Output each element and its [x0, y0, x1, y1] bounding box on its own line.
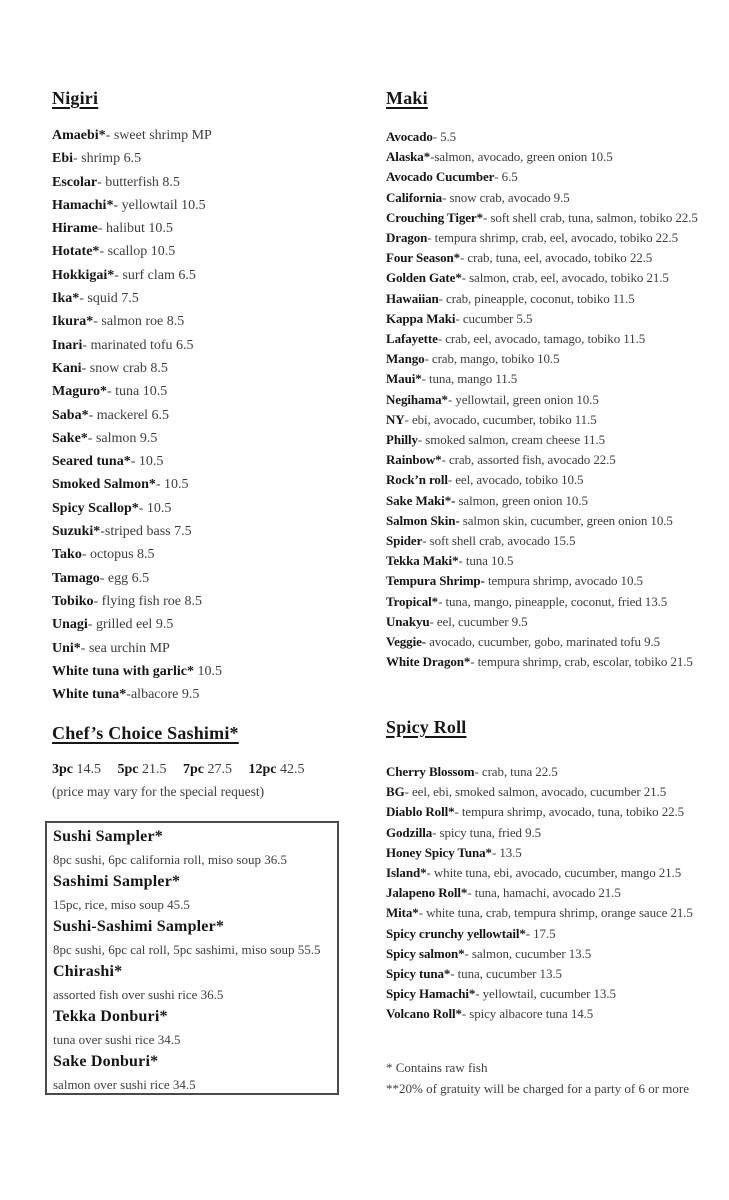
menu-item-name: Spicy Scallop* [52, 500, 139, 516]
sampler-item [53, 1051, 331, 1096]
menu-item-name: Cherry Blossom [386, 764, 475, 779]
menu-item [386, 410, 698, 430]
menu-item-desc: tempura shrimp, avocado 10.5 [484, 573, 643, 589]
menu-item-name: Sake* [52, 430, 88, 446]
sampler-item-list [53, 826, 331, 1096]
menu-item-name: Philly [386, 432, 418, 448]
menu-item-desc: - tuna, cucumber 13.5 [450, 966, 562, 982]
menu-item-name: Kani [52, 360, 82, 376]
menu-item-desc: - salmon roe 8.5 [93, 314, 185, 330]
menu-item [386, 511, 698, 531]
menu-item-name: Hotate* [52, 244, 100, 260]
menu-item-name: Godzilla [386, 824, 433, 840]
menu-item-desc: - eel, cucumber 9.5 [429, 613, 528, 629]
menu-item-name: Hawaiian [386, 290, 439, 306]
menu-item-name: Tempura Shrimp- [386, 573, 485, 589]
menu-item-desc: - crab, tuna 22.5 [474, 764, 558, 779]
menu-item [386, 823, 693, 843]
menu-item-desc: - eel, ebi, smoked salmon, avocado, cucumber 21.5 [404, 784, 667, 800]
footnote-gratuity: **20% of gratuity will be charged for a party of 6 or more [386, 1081, 689, 1096]
menu-item [52, 637, 222, 660]
menu-item-desc: - shrimp 6.5 [73, 151, 142, 167]
footnote-raw-fish: * Contains raw fish [386, 1060, 488, 1075]
menu-item [52, 334, 222, 357]
menu-item-name: Tamago [52, 570, 100, 586]
menu-item [386, 268, 698, 288]
menu-item-desc: - crab, pineapple, coconut, tobiko 11.5 [438, 290, 635, 306]
sampler-item-desc: salmon over sushi rice 34.5 [53, 1076, 196, 1092]
piece-count-label: 7pc [183, 762, 204, 777]
menu-item [386, 782, 693, 802]
menu-item-name: Salmon Skin- [386, 512, 460, 528]
menu-item-name: Hamachi* [52, 197, 114, 213]
menu-item-desc: - 10.5 [130, 454, 164, 470]
menu-item [52, 543, 222, 566]
spicy-roll-item-list [386, 762, 693, 1025]
menu-item-desc: - 6.5 [494, 169, 518, 185]
menu-item-name: Unakyu [386, 613, 430, 629]
menu-item-desc: - spicy albacore tuna 14.5 [461, 1006, 594, 1022]
menu-item-desc: - scallop 10.5 [99, 244, 176, 260]
menu-item [386, 883, 693, 903]
menu-item-name: Golden Gate* [386, 270, 462, 286]
menu-item [386, 188, 698, 208]
menu-item [386, 944, 693, 964]
menu-item-name: White tuna with garlic* [52, 663, 194, 679]
menu-item-name: Hokkigai* [52, 267, 115, 283]
menu-item-name: Smoked Salmon* [52, 477, 156, 493]
menu-item-desc: - sweet shrimp MP [105, 128, 212, 143]
menu-item [386, 329, 698, 349]
sampler-item [53, 871, 331, 916]
menu-item-desc: - tuna, mango 11.5 [421, 371, 518, 387]
sampler-item [53, 961, 331, 1006]
menu-item-name: Spicy tuna* [386, 966, 451, 982]
menu-item-desc: - tuna 10.5 [458, 553, 514, 569]
menu-item [52, 613, 222, 636]
menu-item-name: Lafayette [386, 331, 438, 347]
menu-item-name: NY [386, 411, 405, 427]
menu-item-name: Ikura* [52, 314, 94, 330]
menu-item-name: Mita* [386, 905, 419, 921]
menu-item-name: Avocado [386, 129, 433, 144]
menu-item [52, 287, 222, 310]
menu-item-desc: -striped bass 7.5 [100, 524, 192, 540]
chefs-choice-price-line [52, 762, 318, 778]
menu-item-desc: 10.5 [193, 663, 222, 679]
menu-item [52, 660, 222, 683]
sampler-item-title: Sushi-Sashimi Sampler* [53, 918, 225, 935]
menu-item [386, 924, 693, 944]
sampler-item-title: Sashimi Sampler* [53, 873, 181, 890]
menu-item-desc: - salmon, crab, eel, avocado, tobiko 21.5 [461, 270, 669, 286]
nigiri-section-heading: Nigiri [52, 88, 99, 108]
menu-item-desc: - yellowtail, green onion 10.5 [447, 391, 599, 407]
spicy-roll-section-heading: Spicy Roll [386, 717, 467, 737]
menu-item-desc: - white tuna, crab, tempura shrimp, orange sauce 21.5 [418, 905, 693, 921]
chefs-choice-section-heading: Chef’s Choice Sashimi* [52, 723, 239, 743]
menu-item-desc: - octopus 8.5 [81, 547, 155, 563]
price-pair [52, 762, 101, 777]
menu-item [386, 127, 698, 147]
piece-count-label: 3pc [52, 762, 73, 777]
sampler-item-desc: tuna over sushi rice 34.5 [53, 1031, 181, 1047]
menu-item-desc: - tuna 10.5 [106, 384, 168, 400]
menu-item-name: BG [386, 784, 405, 800]
menu-item [386, 571, 698, 591]
menu-item-desc: - tempura shrimp, crab, eel, avocado, tobiko 22.5 [427, 230, 678, 246]
menu-item [386, 470, 698, 490]
menu-item [386, 349, 698, 369]
menu-item-name: Negihama* [386, 391, 448, 407]
menu-item-name: Volcano Roll* [386, 1006, 462, 1022]
menu-item-name: Four Season* [386, 250, 461, 266]
menu-item-name: Saba* [52, 407, 89, 423]
menu-item-desc: - eel, avocado, tobiko 10.5 [447, 472, 584, 488]
menu-item-desc: - snow crab, avocado 9.5 [442, 189, 570, 205]
menu-item-desc: -salmon, avocado, green onion 10.5 [430, 149, 613, 165]
menu-item-desc: - soft shell crab, tuna, salmon, tobiko 22.5 [483, 209, 698, 225]
menu-item-desc: - soft shell crab, avocado 15.5 [422, 533, 576, 549]
menu-item-name: Ebi [52, 151, 74, 167]
menu-item-name: California [386, 189, 443, 205]
menu-item-name: Spider [386, 533, 423, 549]
menu-item-desc: - 17.5 [525, 925, 556, 941]
menu-item [52, 450, 222, 473]
menu-item-desc: salmon, green onion 10.5 [455, 492, 588, 508]
menu-item-name: Avocado Cucumber [386, 169, 495, 185]
menu-item [52, 124, 222, 147]
menu-item-desc: - 5.5 [432, 129, 457, 144]
menu-item [386, 984, 693, 1004]
piece-price: 27.5 [207, 762, 232, 777]
menu-item-desc: - snow crab 8.5 [81, 360, 168, 376]
menu-item-desc: - marinated tofu 6.5 [82, 337, 194, 353]
menu-item-name: Crouching Tiger* [386, 209, 483, 225]
nigiri-item-list [52, 124, 222, 706]
menu-item [386, 762, 693, 782]
menu-item-desc: - crab, eel, avocado, tamago, tobiko 11.5 [437, 331, 646, 347]
menu-item-name: Alaska* [386, 149, 431, 165]
menu-item [52, 147, 222, 170]
menu-item [386, 369, 698, 389]
maki-item-list [386, 127, 698, 672]
menu-item-desc: - tuna, hamachi, avocado 21.5 [467, 885, 621, 901]
menu-item-desc: - crab, assorted fish, avocado 22.5 [441, 452, 616, 468]
menu-item-name: White tuna* [52, 687, 127, 703]
menu-item [386, 592, 698, 612]
menu-item [386, 632, 698, 652]
piece-count-label: 5pc [117, 762, 139, 777]
menu-item-name: Rainbow* [386, 452, 442, 468]
menu-item [386, 309, 698, 329]
menu-item-desc: - egg 6.5 [99, 570, 150, 586]
menu-item-name: Mango [386, 351, 425, 367]
menu-item [52, 310, 222, 333]
menu-item-desc: salmon skin, cucumber, green onion 10.5 [459, 512, 673, 528]
piece-count-label: 12pc [248, 762, 277, 777]
menu-item-desc: - tempura shrimp, crab, escolar, tobiko 21.5 [470, 654, 693, 670]
sampler-item-title: Sake Donburi* [53, 1053, 159, 1070]
menu-item [52, 357, 222, 380]
menu-item-name: Ika* [52, 291, 80, 307]
menu-item [52, 171, 222, 194]
menu-item [386, 964, 693, 984]
menu-item [386, 147, 698, 167]
menu-item-desc: - surf clam 6.5 [114, 267, 196, 283]
menu-item-desc: - yellowtail 10.5 [113, 197, 206, 213]
menu-item [52, 473, 222, 496]
menu-item-desc: - smoked salmon, cream cheese 11.5 [417, 432, 606, 448]
menu-item-name: Spicy crunchy yellowtail* [386, 925, 526, 941]
menu-item-desc: - white tuna, ebi, avocado, cucumber, mango 21.5 [426, 865, 682, 881]
menu-item [386, 390, 698, 410]
menu-item-name: Kappa Maki [386, 310, 456, 326]
menu-item [386, 208, 698, 228]
menu-item-name: Inari [52, 337, 83, 353]
menu-item [52, 240, 222, 263]
menu-item-name: Rock’n roll [386, 472, 448, 488]
menu-item-name: Sake Maki*- [386, 492, 456, 508]
menu-item-name: Uni* [52, 640, 81, 656]
menu-item-desc: - yellowtail, cucumber 13.5 [475, 986, 616, 1002]
price-pair [118, 762, 167, 777]
menu-item [52, 683, 222, 706]
menu-item-name: White Dragon* [386, 654, 471, 670]
menu-item [386, 903, 693, 923]
menu-item [386, 289, 698, 309]
menu-item [52, 497, 222, 520]
menu-item-desc: - ebi, avocado, cucumber, tobiko 11.5 [404, 411, 597, 427]
sampler-item [53, 826, 331, 871]
menu-item [386, 450, 698, 470]
menu-item-name: Maui* [386, 371, 422, 387]
menu-item-desc: - cucumber 5.5 [455, 310, 533, 326]
menu-item [52, 264, 222, 287]
menu-item [386, 248, 698, 268]
menu-item [386, 167, 698, 187]
sampler-item-title: Chirashi* [53, 963, 123, 980]
menu-item [52, 194, 222, 217]
menu-item-desc: - salmon 9.5 [87, 430, 158, 446]
menu-item [52, 217, 222, 240]
menu-item-name: Maguro* [52, 384, 107, 400]
menu-item-desc: - mackerel 6.5 [88, 407, 170, 423]
footnotes [386, 1057, 689, 1099]
menu-item [52, 590, 222, 613]
menu-item [52, 567, 222, 590]
menu-item [386, 802, 693, 822]
menu-item-desc: - 10.5 [138, 500, 172, 516]
menu-item [386, 551, 698, 571]
menu-item-desc: - tuna, mango, pineapple, coconut, fried 13.5 [438, 593, 668, 609]
menu-item-name: Dragon [386, 230, 428, 246]
sampler-item-desc: 8pc sushi, 6pc california roll, miso soup 36.5 [53, 851, 287, 867]
maki-section-heading: Maki [386, 88, 428, 108]
menu-item-name: Honey Spicy Tuna* [386, 844, 492, 860]
menu-item-desc: avocado, cucumber, gobo, marinated tofu 9.5 [425, 634, 661, 650]
menu-item-name: Spicy salmon* [386, 945, 465, 961]
piece-price: 21.5 [142, 762, 167, 777]
piece-price: 42.5 [280, 762, 305, 777]
menu-item [52, 404, 222, 427]
menu-item [386, 1004, 693, 1024]
menu-item-name: Tropical* [386, 593, 439, 609]
menu-item-name: Diablo Roll* [386, 804, 455, 820]
menu-item [386, 228, 698, 248]
price-pair [183, 762, 232, 777]
menu-item-desc: -albacore 9.5 [126, 687, 200, 703]
menu-item-name: Escolar [52, 174, 98, 190]
menu-item-name: Veggie- [386, 634, 426, 650]
sampler-item-desc: assorted fish over sushi rice 36.5 [53, 986, 224, 1002]
menu-item-name: Hirame [52, 221, 98, 237]
menu-item [52, 380, 222, 403]
menu-item-desc: - flying fish roe 8.5 [93, 593, 202, 609]
menu-item-desc: - salmon, cucumber 13.5 [464, 945, 592, 961]
menu-item-name: Seared tuna* [52, 454, 131, 470]
sampler-item-desc: 8pc sushi, 6pc cal roll, 5pc sashimi, miso soup 55.5 [53, 941, 321, 957]
menu-item-desc: - sea urchin MP [80, 640, 170, 656]
menu-item-desc: - crab, mango, tobiko 10.5 [424, 351, 560, 367]
sampler-item-desc: 15pc, rice, miso soup 45.5 [53, 896, 190, 912]
menu-item-desc: - squid 7.5 [79, 291, 139, 307]
menu-item-desc: - 13.5 [491, 844, 522, 860]
sampler-item-title: Sushi Sampler* [53, 828, 163, 845]
menu-item-desc: - butterfish 8.5 [97, 174, 180, 190]
menu-item-desc: - grilled eel 9.5 [87, 617, 174, 633]
menu-item-name: Amaebi* [52, 128, 106, 143]
menu-item-name: Tako [52, 547, 82, 563]
menu-item-name: Island* [386, 865, 427, 881]
menu-item-desc: - 10.5 [155, 477, 189, 493]
menu-item-name: Tekka Maki* [386, 553, 459, 569]
price-pair [249, 762, 305, 777]
menu-item [386, 652, 698, 672]
sampler-item [53, 1006, 331, 1051]
piece-price: 14.5 [76, 762, 101, 777]
menu-item-name: Jalapeno Roll* [386, 885, 468, 901]
menu-item [52, 520, 222, 543]
menu-item [386, 612, 698, 632]
menu-item-name: Spicy Hamachi* [386, 986, 476, 1002]
menu-item-desc: - spicy tuna, fried 9.5 [432, 824, 542, 840]
menu-item [386, 491, 698, 511]
chefs-choice-note: (price may vary for the special request) [52, 784, 265, 799]
sampler-item-title: Tekka Donburi* [53, 1008, 168, 1025]
menu-item-name: Unagi [52, 617, 88, 633]
menu-item-desc: - tempura shrimp, avocado, tuna, tobiko 22.5 [454, 804, 685, 820]
menu-item [386, 843, 693, 863]
menu-item [52, 427, 222, 450]
sampler-item [53, 916, 331, 961]
menu-item-name: Tobiko [52, 593, 94, 609]
menu-item [386, 863, 693, 883]
menu-item [386, 430, 698, 450]
menu-item-desc: - halibut 10.5 [97, 221, 173, 237]
sampler-box [45, 821, 339, 1095]
menu-item [386, 531, 698, 551]
menu-item-desc: - crab, tuna, eel, avocado, tobiko 22.5 [460, 250, 653, 266]
menu-item-name: Suzuki* [52, 524, 101, 540]
